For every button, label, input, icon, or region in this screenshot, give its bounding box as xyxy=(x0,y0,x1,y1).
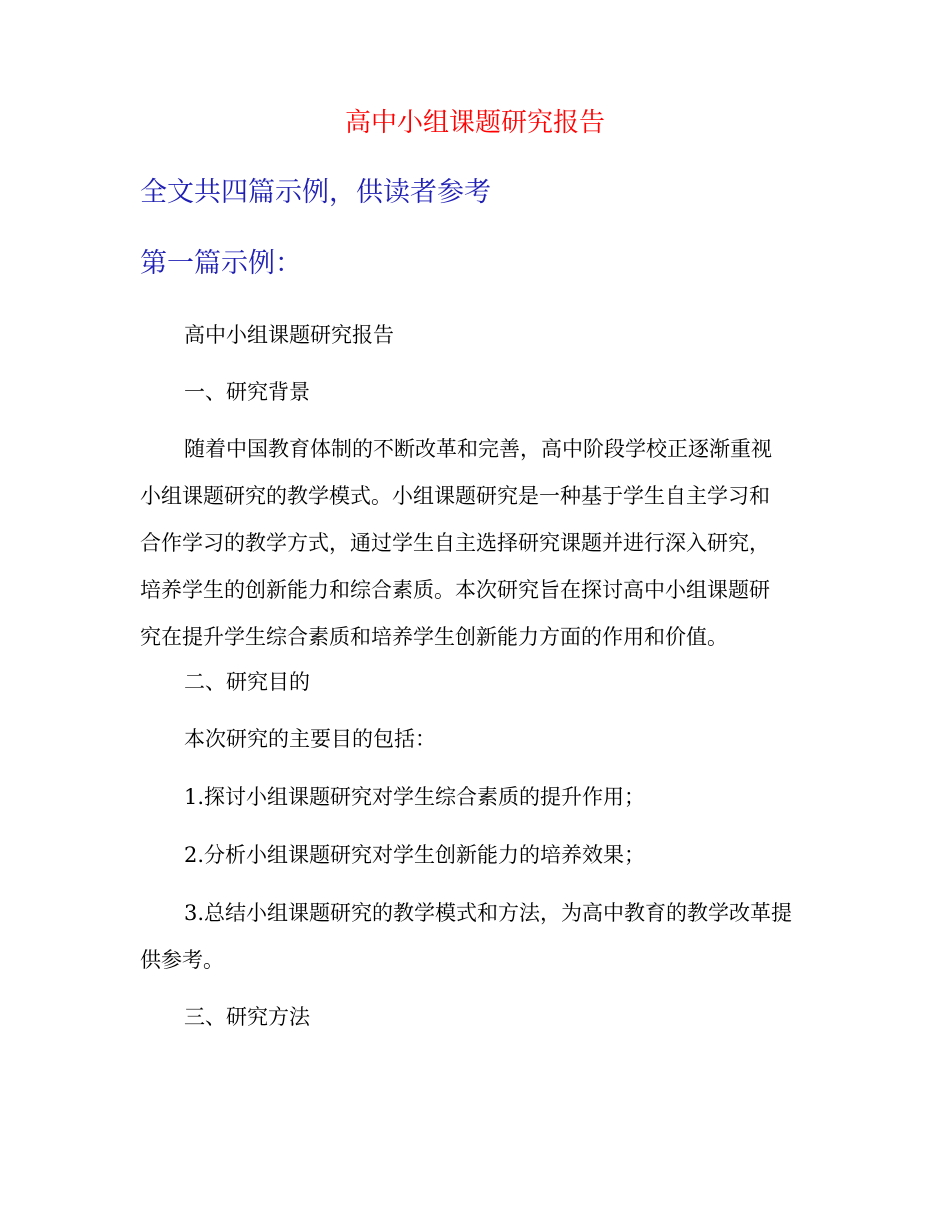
paragraph-line: 2.分析小组课题研究对学生创新能力的培养效果； xyxy=(184,843,646,867)
paragraph-line: 1.探讨小组课题研究对学生综合素质的提升作用； xyxy=(184,785,646,809)
purpose-item-3 xyxy=(140,890,812,984)
paragraph-line: 一、研究背景 xyxy=(184,380,310,404)
purpose-item-1 xyxy=(140,774,812,821)
paragraph-line: 3.总结小组课题研究的教学模式和方法，为高中教育的教学改革提 xyxy=(184,901,793,925)
paragraph-line: 高中小组课题研究报告 xyxy=(184,323,394,347)
section-heading-purpose xyxy=(140,659,812,706)
section-heading-background xyxy=(140,369,812,416)
background-paragraph xyxy=(140,426,812,661)
paragraph-line: 究在提升学生综合素质和培养学生创新能力方面的作用和价值。 xyxy=(140,625,728,649)
section-heading-method xyxy=(140,994,812,1041)
example-heading: 第一篇示例： xyxy=(140,248,302,279)
purpose-intro xyxy=(140,716,812,763)
paragraph-line: 合作学习的教学方式，通过学生自主选择研究课题并进行深入研究， xyxy=(140,531,770,555)
paragraph-line: 小组课题研究的教学模式。小组课题研究是一种基于学生自主学习和 xyxy=(140,484,770,508)
document-title: 高中小组课题研究报告 xyxy=(344,108,605,138)
paragraph-line: 本次研究的主要目的包括： xyxy=(184,727,436,751)
paragraph-line: 培养学生的创新能力和综合素质。本次研究旨在探讨高中小组课题研 xyxy=(140,578,770,602)
paragraph-line: 三、研究方法 xyxy=(184,1005,310,1029)
purpose-item-2 xyxy=(140,832,812,879)
paragraph-line: 二、研究目的 xyxy=(184,670,310,694)
summary-heading: 全文共四篇示例，供读者参考 xyxy=(140,177,491,208)
paragraph-line: 供参考。 xyxy=(140,948,224,972)
paragraph-line: 随着中国教育体制的不断改革和完善，高中阶段学校正逐渐重视 xyxy=(184,437,772,461)
report-subtitle xyxy=(140,312,812,359)
